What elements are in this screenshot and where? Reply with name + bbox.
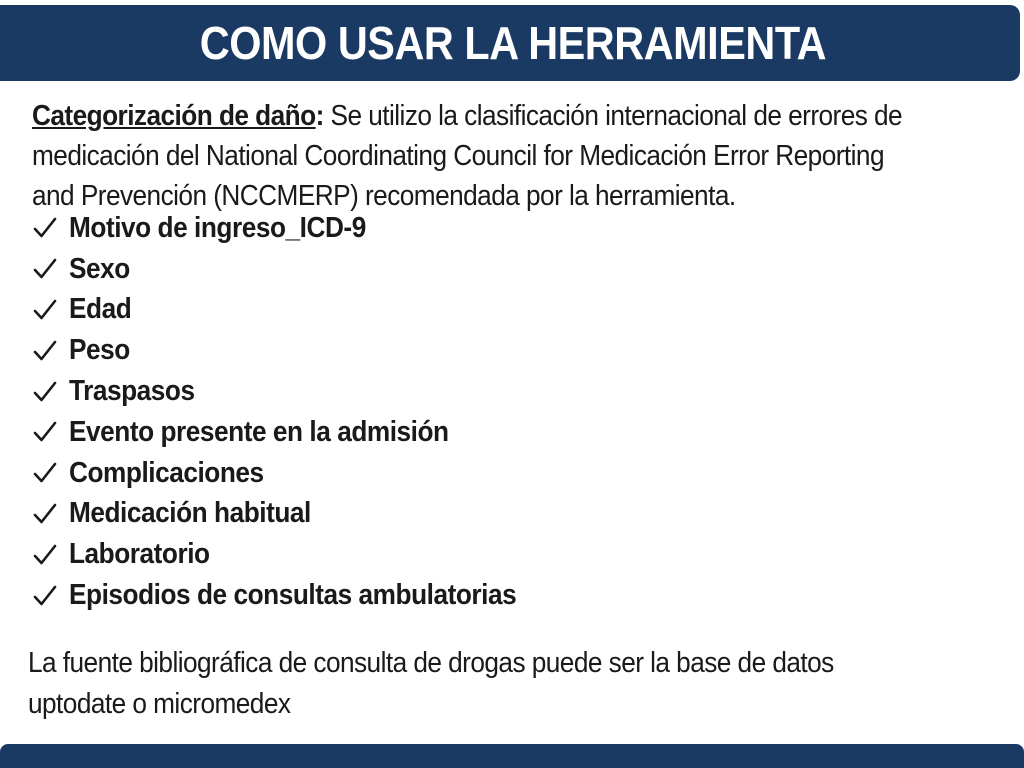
intro-label: Categorización de daño [32,100,316,132]
checkmark-icon [32,460,58,486]
checkmark-icon [32,583,58,609]
checklist-item [32,412,555,453]
checklist-item-label: Laboratorio [69,538,210,571]
checklist [32,208,555,616]
checklist-item-label: Edad [69,293,132,326]
slide-title: COMO USAR LA HERRAMIENTA [199,17,827,69]
checkmark-icon [32,297,58,323]
intro-text: Se utilizo la clasificación internacional de errores de medicación del National Coordinating Council for Medicación Error Reporting and Prevención (NCCMERP) recomendada por la herramienta. [32,100,903,212]
checklist-item-label: Motivo de ingreso_ICD-9 [69,211,366,244]
checkmark-icon [32,501,58,527]
bottom-bar [0,744,1024,768]
checkmark-icon [32,338,58,364]
checklist-item-label: Evento presente en la admisión [69,415,449,448]
checklist-item-label: Complicaciones [69,456,264,489]
checkmark-icon [32,419,58,445]
intro-colon: : [315,100,324,132]
checkmark-icon [32,256,58,282]
checklist-item [32,371,555,412]
checklist-item-label: Episodios de consultas ambulatorias [69,579,517,612]
checklist-item [32,494,555,535]
checkmark-icon [32,379,58,405]
checkmark-icon [32,542,58,568]
checklist-item [32,453,555,494]
checklist-item [32,290,555,331]
checklist-item [32,208,555,249]
intro-paragraph [32,96,915,216]
checklist-item-label: Sexo [69,252,130,285]
footnote-paragraph: La fuente bibliográfica de consulta de drogas puede ser la base de datos uptodate o micromedex [28,647,834,720]
checklist-item [32,330,555,371]
checkmark-icon [32,215,58,241]
checklist-item-label: Peso [69,334,130,367]
checklist-item [32,575,555,616]
checklist-item-label: Medicación habitual [69,497,311,530]
checklist-item [32,249,555,290]
title-bar [0,5,1020,81]
checklist-item [32,534,555,575]
checklist-item-label: Traspasos [69,375,195,408]
